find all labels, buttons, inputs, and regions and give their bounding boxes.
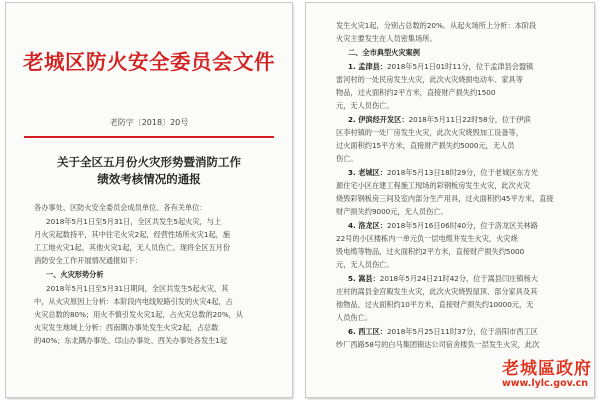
watermark-logo: 老城區政府 — [502, 359, 592, 379]
case-label: 5. 嵩县： — [348, 274, 380, 283]
paragraph-line: 2018年5月1日至5月31日期间，全区共发生5起火灾，其 — [46, 284, 229, 293]
case-4 — [348, 221, 576, 230]
paragraph-line: 火灾主要发生在人员密集场所。 — [336, 34, 437, 43]
paragraph-line: 火灾总数的80%；用火不慎引发火灾1起，占火灾总数的20%，从 — [34, 310, 244, 319]
case-6 — [348, 327, 576, 336]
case-line: 毁电缆等物品，过火面积约2平方米，直接财产损失约5000 — [336, 247, 525, 256]
case-3 — [348, 168, 576, 177]
paragraph-line: 中，从火灾原因上分析：本阶段内电线短路引发的火灾4起，占 — [34, 297, 233, 306]
paragraph-line: 消防安全工作开展情况通报如下： — [34, 256, 142, 265]
case-line: 财产损失约9000元，无人员伤亡。 — [336, 207, 448, 216]
paragraph-line: 发生火灾1起，分别占总数的20%。从起火场所上分析：本阶段 — [336, 21, 537, 30]
case-line: 他物品，过火面积约10平方米，直接财产损失约10000元，无 — [336, 300, 534, 309]
salutation: 各办事处、区防火安全委员会成员单位、各有关单位： — [34, 203, 207, 212]
case-line: 烧毁彩钢板房三间及室内部分生产用具，过火面积约45平方米，直接 — [336, 194, 554, 203]
document-page-left — [6, 3, 292, 397]
document-title-line2: 绩效考核情况的通报 — [97, 172, 201, 186]
case-label: 1. 孟津县： — [348, 62, 387, 71]
document-header: 老城区防火安全委员会文件 — [23, 50, 275, 74]
paragraph-line: 工工地火灾1起，其他火灾1起，无人员伤亡。现将全区五月份 — [34, 243, 231, 252]
case-label: 3. 老城区： — [348, 168, 387, 177]
section-heading-1: 一、火灾形势分析 — [46, 270, 104, 279]
paragraph-line: 2018年5月1日至5月31日，全区共发生5起火灾，与上 — [46, 217, 222, 226]
document-number: 老防字〔2018〕20号 — [109, 118, 189, 127]
case-text: 2018年5月24日21时42分，位于嵩县闫庄镇杨大 — [379, 274, 538, 283]
case-label: 6. 西工区： — [348, 327, 387, 336]
case-2 — [348, 115, 576, 124]
case-line: 过火面积约15平方米，直接财产损失约5000元，无人员 — [336, 141, 515, 150]
section-heading-2: 二、全市典型火灾案例 — [348, 48, 420, 57]
paragraph-line: 月火灾起数持平，其中住宅火灾2起，经营性场所火灾1起，施 — [34, 230, 231, 239]
case-label: 4. 洛龙区： — [348, 221, 387, 230]
case-line: 物品，过火面积约2平方米，直接财产损失约1500 — [336, 88, 496, 97]
case-5 — [348, 274, 576, 283]
paragraph-line: 的40%；东北隅办事处、邙山办事处、西关办事处各发生1起 — [34, 336, 228, 345]
case-line: 庄村的嵩县金宫殿发生火灾，此次火灾烧毁屋顶、部分家具及其 — [336, 287, 538, 296]
case-text: 2018年5月16日06时40分，位于洛龙区关林路 — [386, 221, 538, 230]
case-line: 元，无人员伤亡。 — [336, 260, 394, 269]
case-label: 2. 伊滨经开发区： — [348, 115, 409, 124]
paragraph-line: 火灾发生地域上分析：西南隅办事处发生火灾2起，占总数 — [34, 323, 219, 332]
case-line: 伤亡。 — [336, 154, 358, 163]
case-text: 2018年5月1日01时11分，位于孟津县会盟镇 — [386, 62, 534, 71]
case-line: 元，无人员伤亡。 — [336, 101, 394, 110]
document-page-right — [306, 3, 594, 397]
case-text: 2018年5月25日11时37分，位于洛阳市西工区 — [386, 327, 538, 336]
document-title-line1: 关于全区五月份火灾形势暨消防工作 — [57, 155, 241, 169]
case-line: 源住宅小区在建工程施工现场的彩钢板房发生火灾，此次火灾 — [336, 181, 531, 190]
case-line: 雷河村的一处民房发生火灾，此次火灾烧损电动车、家具等 — [336, 75, 523, 84]
case-line: 纱厂西路58号的白马集团锦达公司宿舍楼负一层发生火灾，此次 — [336, 340, 540, 349]
red-divider-line — [24, 136, 274, 138]
case-text: 2018年5月13日18时29分，位于老城区东方光 — [386, 168, 538, 177]
case-line: 22号的小区楼栋内一单元负一层电缆井发生火灾，火灾烧 — [336, 234, 518, 243]
case-1 — [348, 62, 576, 71]
case-text: 2018年5月11日22时58分，位于伊滨 — [408, 115, 531, 124]
case-line: 人员伤亡。 — [336, 313, 372, 322]
case-line: 区李村镇的一处厂房发生火灾，此次火灾烧毁加工设备等， — [336, 128, 523, 137]
watermark-url: www.lylc.gov.cn — [502, 378, 589, 389]
